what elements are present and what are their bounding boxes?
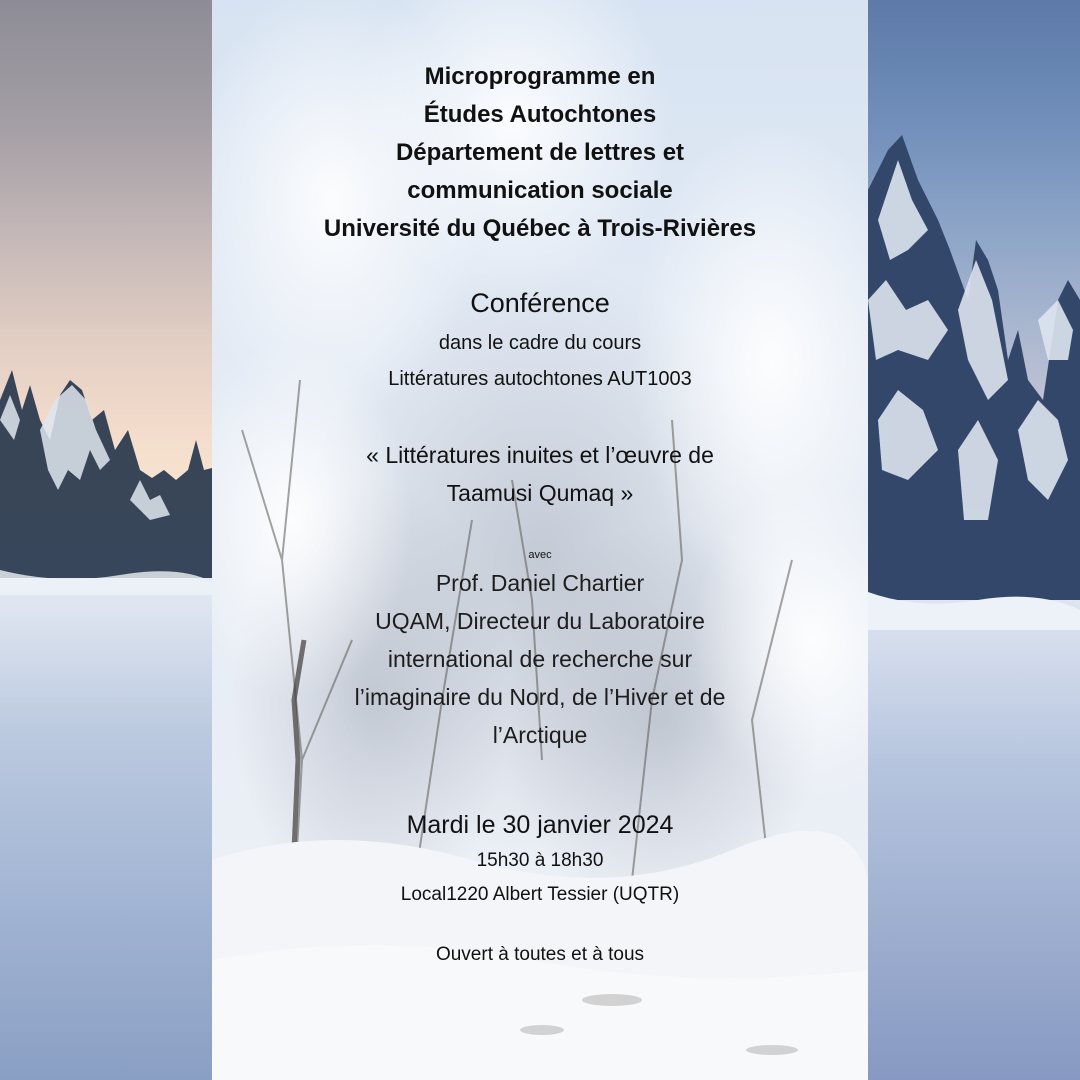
audience-note: Ouvert à toutes et à tous (435, 944, 645, 965)
poster-panel (212, 0, 868, 1080)
left-forest-illustration (0, 0, 212, 1080)
speaker-name: Prof. Daniel Chartier (435, 570, 645, 596)
right-winter-scene (868, 0, 1080, 1080)
speaker-affiliation-line-4: l’Arctique (492, 722, 588, 748)
event-time: 15h30 à 18h30 (476, 850, 604, 871)
speaker-affiliation-line-3: l’imaginaire du Nord, de l’Hiver et de (354, 684, 726, 710)
event-date: Mardi le 30 janvier 2024 (406, 811, 674, 839)
course-context: dans le cadre du cours (438, 332, 642, 354)
department-line-2: communication sociale (407, 177, 673, 204)
right-forest-illustration (868, 0, 1080, 1080)
program-line-1: Microprogramme en (424, 63, 656, 90)
speaker-affiliation-line-1: UQAM, Directeur du Laboratoire (375, 608, 705, 634)
left-winter-scene (0, 0, 212, 1080)
talk-title-line-2: Taamusi Qumaq » (446, 480, 634, 506)
talk-title-line-1: « Littératures inuites et l’œuvre de (366, 442, 714, 468)
event-type: Conférence (470, 288, 610, 318)
course-name: Littératures autochtones AUT1003 (388, 368, 692, 390)
poster-text (212, 0, 868, 1080)
university-name: Université du Québec à Trois-Rivières (323, 215, 757, 242)
department-line-1: Département de lettres et (395, 139, 685, 166)
with-label: avec (528, 549, 552, 561)
program-line-2: Études Autochtones (423, 101, 657, 128)
speaker-affiliation-line-2: international de recherche sur (387, 646, 693, 672)
event-location: Local1220 Albert Tessier (UQTR) (400, 884, 680, 905)
